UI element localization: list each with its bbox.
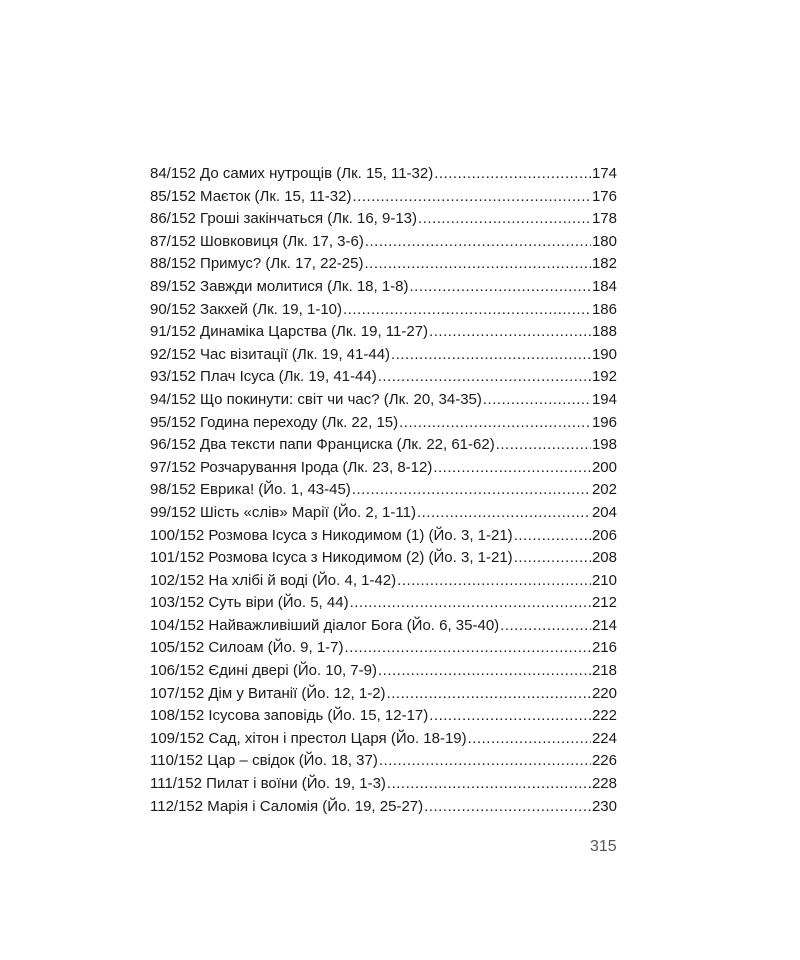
- toc-entry-page: 208: [591, 549, 617, 567]
- toc-entry-title: 93/152 Плач Ісуса (Лк. 19, 41-44): [150, 368, 377, 386]
- toc-entry-title: 112/152 Марія і Саломія (Йо. 19, 25-27): [150, 797, 424, 815]
- toc-entry-title: 97/152 Розчарування Ірода (Лк. 23, 8-12): [150, 458, 433, 476]
- toc-entry-title: 107/152 Дім у Витанії (Йо. 12, 1-2): [150, 684, 386, 702]
- toc-entry: [150, 299, 617, 322]
- toc-entry-title: 106/152 Єдині двері (Йо. 10, 7-9): [150, 662, 377, 680]
- toc-entry: [150, 660, 617, 683]
- toc-entry: [150, 615, 617, 638]
- toc-entry: [150, 163, 617, 186]
- toc-entry-title: 111/152 Пилат і воїни (Йо. 19, 1-3): [150, 775, 386, 793]
- toc-entry-title: 90/152 Закхей (Лк. 19, 1-10): [150, 300, 343, 318]
- toc-dot-leader: [434, 163, 591, 186]
- toc-entry: [150, 728, 617, 751]
- toc-dot-leader: [433, 457, 591, 480]
- toc-entry-page: 174: [591, 165, 617, 182]
- toc-entry-page: 182: [591, 255, 617, 273]
- toc-entry-title: 87/152 Шовковиця (Лк. 17, 3-6): [150, 232, 364, 250]
- toc-entry: [150, 434, 617, 457]
- toc-entry-page: 188: [591, 323, 617, 341]
- toc-entry-page: 192: [591, 368, 617, 386]
- toc-dot-leader: [387, 773, 591, 796]
- toc-entry-page: 212: [591, 594, 617, 612]
- toc-dot-leader: [345, 637, 591, 660]
- toc-entry-title: 110/152 Цар – свідок (Йо. 18, 37): [150, 752, 378, 770]
- toc-entry-title: 102/152 На хлібі й воді (Йо. 4, 1-42): [150, 571, 397, 589]
- toc-dot-leader: [350, 592, 591, 615]
- toc-entry-page: 220: [591, 684, 617, 702]
- toc-entry: [150, 276, 617, 299]
- toc-entry-title: 108/152 Ісусова заповідь (Йо. 15, 12-17): [150, 707, 429, 725]
- toc-dot-leader: [391, 344, 591, 367]
- toc-entry-title: 99/152 Шість «слів» Марії (Йо. 2, 1-11): [150, 503, 416, 521]
- toc-entry-page: 202: [591, 481, 617, 499]
- toc-dot-leader: [352, 479, 591, 502]
- toc-entry-title: 86/152 Гроші закінчаться (Лк. 16, 9-13): [150, 210, 418, 228]
- toc-entry: [150, 186, 617, 209]
- toc-dot-leader: [365, 231, 591, 254]
- toc-entry-title: 89/152 Завжди молитися (Лк. 18, 1-8): [150, 277, 409, 295]
- toc-entry-page: 186: [591, 300, 617, 318]
- toc-entry-page: 180: [591, 232, 617, 250]
- toc-entry: [150, 705, 617, 728]
- toc-entry: [150, 773, 617, 796]
- toc-entry-title: 98/152 Еврика! (Йо. 1, 43-45): [150, 481, 351, 499]
- toc-entry-page: 176: [591, 187, 617, 205]
- toc-entry-page: 196: [591, 413, 617, 431]
- toc-entry-page: 210: [591, 571, 617, 589]
- toc-entry-title: 92/152 Час візитації (Лк. 19, 41-44): [150, 345, 391, 363]
- toc-entry-page: 228: [591, 775, 617, 793]
- toc-entry-page: 204: [591, 503, 617, 521]
- toc-entry: [150, 208, 617, 231]
- toc-dot-leader: [429, 705, 591, 728]
- toc-entry-page: 226: [591, 752, 617, 770]
- toc-entry: [150, 547, 617, 570]
- toc-entry: [150, 502, 617, 525]
- toc-dot-leader: [399, 412, 591, 435]
- toc-entry-page: 206: [591, 526, 617, 544]
- toc-entry: [150, 525, 617, 548]
- toc-dot-leader: [410, 276, 591, 299]
- toc-entry-page: 214: [591, 616, 617, 634]
- toc-entry-title: 96/152 Два тексти папи Франциска (Лк. 22, 61-62): [150, 436, 495, 454]
- toc-entry-title: 109/152 Сад, хітон і престол Царя (Йо. 18-19): [150, 729, 467, 747]
- toc-entry: [150, 750, 617, 773]
- toc-dot-leader: [500, 615, 591, 638]
- toc-entry-title: 85/152 Маєток (Лк. 15, 11-32): [150, 187, 352, 205]
- toc-entry-title: 103/152 Суть віри (Йо. 5, 44): [150, 594, 349, 612]
- toc-dot-leader: [514, 525, 591, 548]
- toc-dot-leader: [387, 683, 591, 706]
- toc-dot-leader: [378, 366, 591, 389]
- toc-entry: [150, 570, 617, 593]
- page-number: 315: [590, 838, 617, 855]
- toc-entry: [150, 412, 617, 435]
- toc-entry-page: 216: [591, 639, 617, 657]
- toc-entry-page: 230: [591, 797, 617, 815]
- toc-entry-page: 222: [591, 707, 617, 725]
- toc-entry-title: 94/152 Що покинути: світ чи час? (Лк. 20, 34-35): [150, 390, 482, 408]
- toc-dot-leader: [483, 389, 591, 412]
- toc-entry-page: 190: [591, 345, 617, 363]
- toc-entry-title: 100/152 Розмова Ісуса з Никодимом (1) (Йо. 3, 1-21): [150, 526, 513, 544]
- toc-dot-leader: [378, 660, 591, 683]
- toc-dot-leader: [429, 321, 591, 344]
- toc-entry: [150, 366, 617, 389]
- toc-dot-leader: [424, 796, 591, 819]
- toc-entry-page: 218: [591, 662, 617, 680]
- toc-entry: [150, 231, 617, 254]
- toc-entry: [150, 637, 617, 660]
- toc-entry-page: 194: [591, 390, 617, 408]
- toc-dot-leader: [468, 728, 591, 751]
- toc-entry-page: 224: [591, 729, 617, 747]
- toc-entry-page: 184: [591, 277, 617, 295]
- toc-entry: [150, 457, 617, 480]
- toc-entry-title: 104/152 Найважливіший діалог Бога (Йо. 6, 35-40): [150, 616, 500, 634]
- toc-entry-page: 198: [591, 436, 617, 454]
- toc-dot-leader: [365, 253, 591, 276]
- toc-entry: [150, 592, 617, 615]
- toc-dot-leader: [514, 547, 591, 570]
- toc-entry-page: 200: [591, 458, 617, 476]
- toc-entry-page: 178: [591, 210, 617, 228]
- toc-entry: [150, 253, 617, 276]
- toc-dot-leader: [379, 750, 591, 773]
- toc-dot-leader: [417, 502, 591, 525]
- toc-dot-leader: [397, 570, 591, 593]
- toc-entry: [150, 683, 617, 706]
- toc-entry: [150, 389, 617, 412]
- toc-dot-leader: [418, 208, 591, 231]
- toc-entry-title: 95/152 Година переходу (Лк. 22, 15): [150, 413, 399, 431]
- toc-entry: [150, 344, 617, 367]
- toc-dot-leader: [496, 434, 591, 457]
- toc-entry-title: 101/152 Розмова Ісуса з Никодимом (2) (Йо. 3, 1-21): [150, 549, 513, 567]
- toc-dot-leader: [352, 186, 590, 209]
- toc-entry: [150, 321, 617, 344]
- toc-entry-title: 91/152 Динаміка Царства (Лк. 19, 11-27): [150, 323, 429, 341]
- toc-entry: [150, 796, 617, 819]
- table-of-contents: [150, 163, 617, 818]
- toc-entry-title: 84/152 До самих нутрощів (Лк. 15, 11-32): [150, 165, 434, 182]
- toc-entry: [150, 479, 617, 502]
- toc-entry-title: 88/152 Примус? (Лк. 17, 22-25): [150, 255, 364, 273]
- toc-dot-leader: [343, 299, 591, 322]
- toc-entry-title: 105/152 Силоам (Йо. 9, 1-7): [150, 639, 344, 657]
